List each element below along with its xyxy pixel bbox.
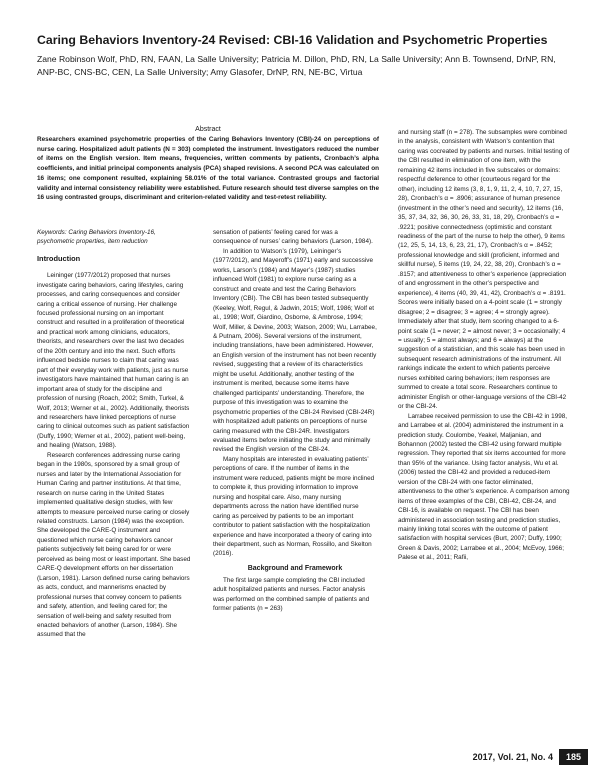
abstract-text: Researchers examined psychometric properties of the Caring Behaviors Inventory (CBI)-24 on perceptions of nurse caring. Hospitalized adult patients (N = 303) completed the instrument. Investigators reduced the number of items on the English version. Item means, frequencies, written comments by patients, Cronbach’s alpha coefficients, and initial principal components analysis (PCA) shaped revisions. A second PCA was calculated on 16 items; one component resulted, explaining 58.01% of the total variance. Contrasted groups and factorial validity and internal consistency reliability were established. Future research should test diverse samples on the 16 using contrasted groups, discriminant and criterion-related validity and test-retest reliability. — [37, 136, 380, 202]
page-footer — [473, 749, 588, 765]
paragraph: Many hospitals are interested in evaluating patients’ perceptions of care. If the number of items in the instrument were reduced, patients might be more inclined to complete it, thus providing information to improve nursing and hospital care. Also, many nursing departments across the nation have identified nurse caring as perceived by patients to be an important contributor to patient satisfaction with the hospitalization experience and have incorporated a theory of caring into their department, such as Norman, Rossillo, and Skelton (2016). — [213, 455, 375, 558]
paragraph: and nursing staff (n = 278). The subsamples were combined in the analysis, consistent with Watson’s contention that caring was cocreated by patients and nurses. Initial testing of the CBI resulted in elimination of one item, with the remaining 42 items included in five subscales or domains: respectful deference to other (courteous regard for the other), including 12 items (3, 8, 1, 9, 11, 2, 4, 10, 7, 27, 15, 28), Cronbach’s α = .8906; assurance of human presence (investment in the other’s need and security), 12 items (16, 35, 37, 34, 32, 36, 30, 26, 33, 31, 18, 29), Cronbach’s α = .9221; positive connectedness (optimistic and constant readiness of the part of the nurse to help the other), 9 items (12, 25, 5, 14, 13, 6, 23, 21, 17), Cronbach’s α = .8452; professional knowledge and skill (proficient, informed and skillful nurse), 5 items (19, 24, 22, 38, 20), Cronbach’s α = .8157; and attentiveness to other’s experience (appreciation of and engrossment in the other’s perspective and experience), 4 items (40, 39, 41, 42), Cronbach’s α = .8191. Scores were initially based on a 4-point scale (1 = strongly disagree; 2 = disagree; 3 = agree; 4 = strongly agree). Immediately after that study, item scoring changed to a 6-point scale (1 = never; 2 = almost never; 3 = occasionally; 4 = usually; 5 = almost always; and 6 = always) at the suggestion of a statistician, and this scale has been used in subsequent research administrations of the instrument. All rankings indicate the extent to which patients perceive nurses exhibited caring behaviors; item responses are summed to create a total score. Researchers continue to administer English or other-language versions of the CBI-42 or the CBI-24. — [398, 129, 570, 411]
paragraph: Larrabee received permission to use the CBI-42 in 1998, and Larrabee et al. (2004) administered the instrument in a prediction study. Coulombe, Yeakel, Maljanian, and Bohannon (2002) tested the CBI-42 using forward multiple regression. They reported that six items accounted for more than 95% of the variance. Using factor analysis, Wu et al. (2006) tested the CBI-42 and provided a reduced-item version of the CBI-24 with one factor eliminated, attentiveness to the other’s experience. A comparison among items of three examples of the CBI, CBI-42, CBI-24, and CBI-16, is available on request. The CBI has been administered in association testing and prediction studies, mainly linking total scores with the outcome of patient satisfaction with hospital services (Burt, 2007; Duffy, 1990; Green & Davis, 2002; Larrabee et al., 2004; McEvoy, 1966; Palese et al., 2011; Rafii, — [398, 412, 570, 562]
paragraph: In addition to Watson’s (1979), Leininger’s (1977/2012), and Mayeroff’s (1971) early and successive works, Larson’s (1984) and Mayer’s (1987) studies influenced Wolf (1981) to explore nurse caring as a construct and create and test the Caring Behaviors Inventory (CBI). The CBI has been tested subsequently (Keeley, Wolf, Regul, & Jadwin, 2015; Wolf, 1986; Wolf et al., 1998; Wolf, Giardino, Osborne, & Ambrose, 1994; Wolf, Miller, & Devine, 2003; Watson, 2009; Wu, Larrabee, & Putnam, 2006). Several versions of the instrument, including translations, have been administered. However, an English version of the instrument has not been recently revised, suggesting that a review of its characteristics might be useful. Additionally, another testing of the instrument is merited, because some items have challenged participants’ understanding. Therefore, the purpose of this investigation was to examine the psychometric properties of the CBI-24 Revised (CBI-24R) with hospitalized adult patients on perceptions of nurse caring measured with the CBI-24R. Investigators evaluated items before initiating the study and minimally revised the English version of the CBI-24. — [213, 247, 377, 454]
page-number: 185 — [559, 749, 588, 765]
paragraph: The first large sample completing the CBI included adult hospitalized patients and nurses. Factor analysis was performed on the combined sample of patients and former patients (n = 263) — [213, 576, 370, 613]
keywords: Keywords: Caring Behaviors Inventory-16, psychometric properties, item reduction — [37, 229, 156, 246]
issue-label: 2017, Vol. 21, No. 4 — [472, 752, 553, 762]
column-2 — [213, 228, 377, 614]
background-heading: Background and Framework — [247, 564, 343, 572]
column-1-body — [37, 271, 191, 640]
author-list: Zane Robinson Wolf, PhD, RN, FAAN, La Salle University; Patricia M. Dillon, PhD, RN, La Salle University; Ann B. Townsend, DrNP, RN, ANP-BC, CNS-BC, CEN, La Salle University; Amy Glasofer, DrNP, RN, NE-BC, Virtua — [37, 54, 556, 77]
column-3 — [398, 128, 570, 563]
keywords-block — [37, 228, 191, 640]
abstract-heading: Abstract — [195, 126, 221, 133]
article-title: Caring Behaviors Inventory-24 Revised: CBI-16 Validation and Psychometric Properties — [37, 33, 548, 47]
paragraph: sensation of patients’ feeling cared for was a consequence of nurses’ caring behaviors (Larson, 1984). — [213, 229, 373, 246]
paragraph: Leininger (1977/2012) proposed that nurses investigate caring behaviors, caring lifestyles, caring processes, and caring consequences and consider caring a critical essence of nursing. Her challenge focused professional nursing on an important construct and resulted in a proliferation of theoretical and practical work among clinicians, educators, theorists, and researchers over the last two decades of the 20th century and into the next. Such efforts influenced bedside nurses to claim that caring was part of their everyday work with patients, just as nurse investigators have maintained that human caring is an important area of study for the discipline and profession of nursing (Roach, 2002; Smith, Turkel, & Wolf, 2013; Werner et al., 2002). Additionally, theorists and researchers have linked perceptions of nurse caring to clinical outcomes such as patient satisfaction (Duffy, 1990; Werner et al., 2002), patient well-being, and healing (Watson, 1988). — [37, 272, 190, 450]
paragraph: Research conferences addressing nurse caring began in the 1980s, sponsored by a small group of nurses and later by the International Association for Human Caring and partner institutions. At that time, research on nurse caring in the United States implemented qualitative design studies, with few attempts to measure perceived nurse caring or closely related constructs. Larson (1984) was the exception. She developed the CARE-Q instrument and questioned which nurse caring behaviors cancer patients subjectively felt being cared for or were perceived as being most or least important. She based CARE-Q development efforts on her dissertation (Larson, 1981). Larson defined nurse caring behaviors as acts, conduct, and mannerisms enacted by professional nurses that convey concern to patients and safety, attention, and feeling cared for; the sensation of well-being and safety resulted from enacted behaviors of another (Larson, 1984). She assumed that the — [37, 451, 191, 639]
introduction-heading: Introduction — [37, 254, 81, 264]
